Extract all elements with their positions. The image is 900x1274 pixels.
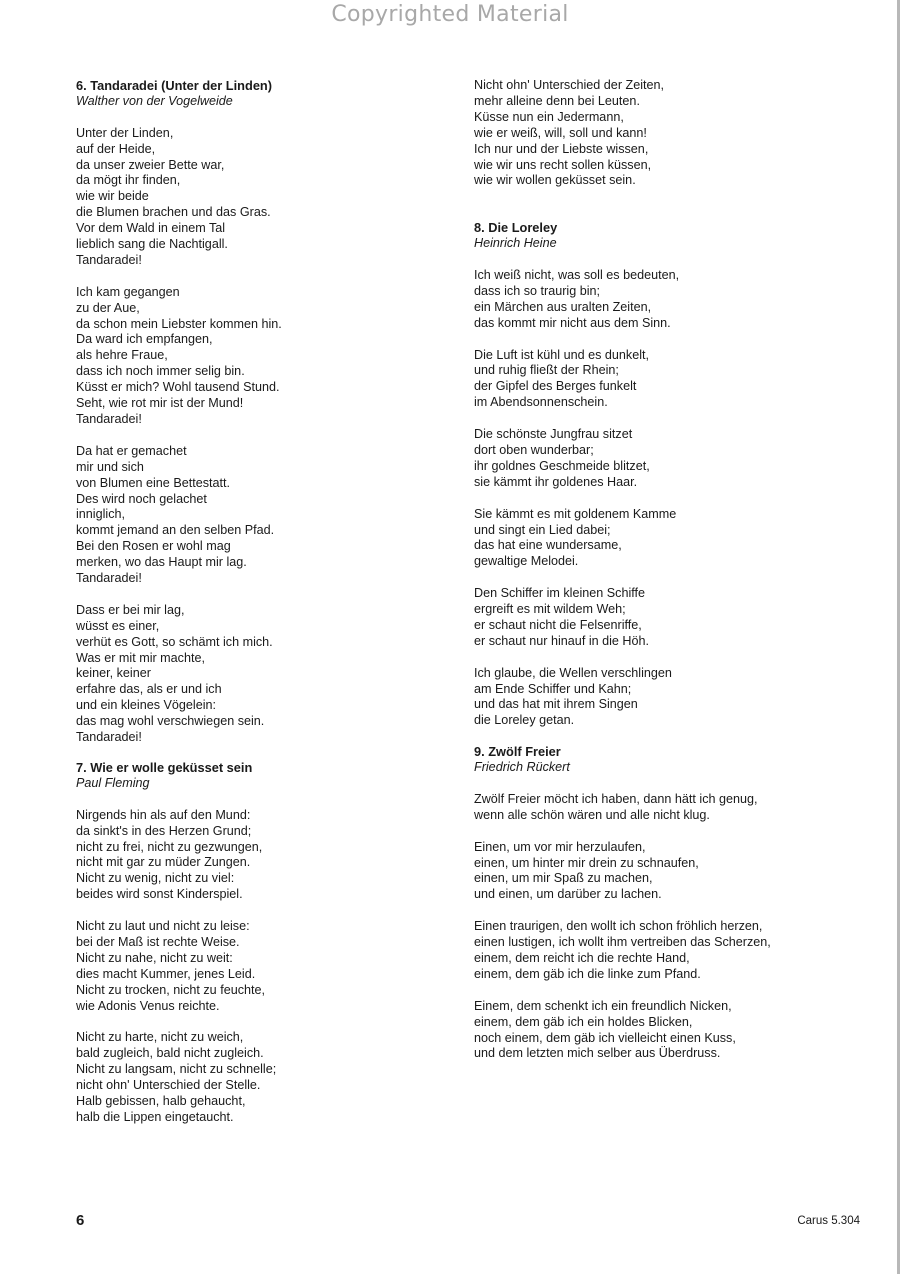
verse-line: wie er weiß, will, soll und kann! xyxy=(474,125,647,140)
verse-line: und das hat mit ihrem Singen xyxy=(474,697,638,712)
verse-line: Nirgends hin als auf den Mund: xyxy=(76,807,251,822)
verse-line: noch einem, dem gäb ich vielleicht einen Kuss, xyxy=(474,1030,736,1045)
poem-author: Walther von der Vogelweide xyxy=(76,93,233,108)
verse-line: Da ward ich empfangen, xyxy=(76,332,213,347)
verse-line: da sinkt's in des Herzen Grund; xyxy=(76,823,252,838)
poem xyxy=(474,744,874,1062)
verse-line: inniglich, xyxy=(76,507,126,522)
verse-line: Tandaradei! xyxy=(76,730,142,745)
verse-line: am Ende Schiffer und Kahn; xyxy=(474,681,632,696)
verse-line: Seht, wie rot mir ist der Mund! xyxy=(76,396,244,411)
verse-line: einen lustigen, ich wollt ihm vertreiben das Scherzen, xyxy=(474,935,771,950)
poem-title: 9. Zwölf Freier xyxy=(474,744,561,760)
verse-line: nicht mit gar zu müder Zungen. xyxy=(76,855,251,870)
verse-line: wie wir uns recht sollen küssen, xyxy=(474,157,652,172)
verse-line: zu der Aue, xyxy=(76,300,140,315)
poem xyxy=(76,760,436,1126)
verse-line: Tandaradei! xyxy=(76,252,142,267)
verse-line: wüsst es einer, xyxy=(76,618,160,633)
verse-line: Einen, um vor mir herzulaufen, xyxy=(474,839,646,854)
stanza xyxy=(474,268,874,332)
verse-line: Den Schiffer im kleinen Schiffe xyxy=(474,586,646,601)
verse-line: da schon mein Liebster kommen hin. xyxy=(76,316,282,331)
stanza xyxy=(474,348,874,412)
verse-line: dort oben wunderbar; xyxy=(474,442,594,457)
verse-line: Einen traurigen, den wollt ich schon fröhlich herzen, xyxy=(474,919,763,934)
verse-line: Des wird noch gelachet xyxy=(76,491,207,506)
verse-line: als hehre Fraue, xyxy=(76,348,168,363)
verse-line: und einen, um darüber zu lachen. xyxy=(474,887,662,902)
verse-line: Nicht ohn' Unterschied der Zeiten, xyxy=(474,78,665,92)
verse-line: Küsst er mich? Wohl tausend Stund. xyxy=(76,380,280,395)
verse-line: von Blumen eine Bettestatt. xyxy=(76,475,231,490)
right-column xyxy=(474,78,874,1078)
stanza xyxy=(474,78,874,189)
verse-line: Ich kam gegangen xyxy=(76,284,180,299)
verse-line: Zwölf Freier möcht ich haben, dann hätt ich genug, xyxy=(474,791,758,806)
stanza xyxy=(76,1030,436,1125)
verse-line: Ich weiß nicht, was soll es bedeuten, xyxy=(474,268,680,283)
verse-line: dass ich so traurig bin; xyxy=(474,283,600,298)
verse-line: und ein kleines Vögelein: xyxy=(76,698,217,713)
stanza xyxy=(474,427,874,491)
poem-title: 6. Tandaradei (Unter der Linden) xyxy=(76,78,273,93)
verse-line: Nicht zu harte, nicht zu weich, xyxy=(76,1030,244,1045)
verse-line: halb die Lippen eingetaucht. xyxy=(76,1109,234,1124)
verse-line: Halb gebissen, halb gehaucht, xyxy=(76,1093,246,1108)
stanza xyxy=(76,603,436,746)
verse-line: kommt jemand an den selben Pfad. xyxy=(76,523,275,538)
verse-line: Ich glaube, die Wellen verschlingen xyxy=(474,665,672,680)
verse-line: Die schönste Jungfrau sitzet xyxy=(474,427,633,442)
stanza xyxy=(474,586,874,650)
stanza xyxy=(474,999,874,1063)
verse-line: lieblich sang die Nachtigall. xyxy=(76,237,228,252)
verse-line: ihr goldnes Geschmeide blitzet, xyxy=(474,458,650,473)
verse-line: einen, um mir Spaß zu machen, xyxy=(474,871,653,886)
stanza xyxy=(76,126,436,269)
verse-line: und ruhig fließt der Rhein; xyxy=(474,363,619,378)
verse-line: da mögt ihr finden, xyxy=(76,173,181,188)
verse-line: nicht zu frei, nicht zu gezwungen, xyxy=(76,839,263,854)
verse-line: die Blumen brachen und das Gras. xyxy=(76,205,271,220)
verse-line: verhüt es Gott, so schämt ich mich. xyxy=(76,634,273,649)
left-column xyxy=(76,78,436,1142)
verse-line: Einem, dem schenkt ich ein freundlich Nicken, xyxy=(474,998,732,1013)
verse-line: Da hat er gemachet xyxy=(76,443,187,458)
verse-line: dies macht Kummer, jenes Leid. xyxy=(76,966,256,981)
verse-line: nicht ohn' Unterschied der Stelle. xyxy=(76,1078,261,1093)
verse-line: Nicht zu nahe, nicht zu weit: xyxy=(76,950,233,965)
poem-title: 8. Die Loreley xyxy=(474,220,558,236)
verse-line: er schaut nicht die Felsenriffe, xyxy=(474,617,642,632)
verse-line: wie wir beide xyxy=(76,189,149,204)
stanza xyxy=(76,808,436,903)
verse-line: Ich nur und der Liebste wissen, xyxy=(474,141,649,156)
verse-line: im Abendsonnenschein. xyxy=(474,395,608,410)
verse-line: das hat eine wundersame, xyxy=(474,538,622,553)
verse-line: die Loreley getan. xyxy=(474,713,575,728)
stanza xyxy=(474,792,874,824)
verse-line: ergreift es mit wildem Weh; xyxy=(474,602,626,617)
verse-line: Nicht zu laut und nicht zu leise: xyxy=(76,919,250,934)
verse-line: Bei den Rosen er wohl mag xyxy=(76,539,231,554)
verse-line: Nicht zu trocken, nicht zu feuchte, xyxy=(76,982,265,997)
verse-line: mehr alleine denn bei Leuten. xyxy=(474,93,640,108)
verse-line: keiner, keiner xyxy=(76,666,151,681)
verse-line: gewaltige Melodei. xyxy=(474,554,579,569)
poem-author: Friedrich Rückert xyxy=(474,760,570,775)
verse-line: wie wir wollen geküsset sein. xyxy=(474,173,636,188)
verse-line: einem, dem reicht ich die rechte Hand, xyxy=(474,950,690,965)
verse-line: das kommt mir nicht aus dem Sinn. xyxy=(474,315,671,330)
verse-line: einen, um hinter mir drein zu schnaufen, xyxy=(474,855,699,870)
verse-line: wenn alle schön wären und alle nicht klug. xyxy=(474,807,710,822)
verse-line: Küsse nun ein Jedermann, xyxy=(474,109,624,124)
verse-line: das mag wohl verschwiegen sein. xyxy=(76,714,265,729)
verse-line: merken, wo das Haupt mir lag. xyxy=(76,555,247,570)
verse-line: wie Adonis Venus reichte. xyxy=(76,998,220,1013)
poem xyxy=(76,78,436,746)
verse-line: dass ich noch immer selig bin. xyxy=(76,364,245,379)
verse-line: Tandaradei! xyxy=(76,571,142,586)
verse-line: einem, dem gäb ich die linke zum Pfand. xyxy=(474,966,701,981)
stanza xyxy=(474,919,874,983)
stanza xyxy=(474,507,874,571)
verse-line: Unter der Linden, xyxy=(76,125,174,140)
poem-author: Paul Fleming xyxy=(76,775,150,790)
verse-line: Die Luft ist kühl und es dunkelt, xyxy=(474,347,650,362)
watermark: Copyrighted Material xyxy=(331,2,569,27)
poem xyxy=(474,220,874,729)
verse-line: bald zugleich, bald nicht zugleich. xyxy=(76,1046,264,1061)
verse-line: bei der Maß ist rechte Weise. xyxy=(76,934,240,949)
verse-line: mir und sich xyxy=(76,459,144,474)
poem-title: 7. Wie er wolle geküsset sein xyxy=(76,760,253,775)
catalog-code: Carus 5.304 xyxy=(797,1215,860,1227)
stanza xyxy=(76,444,436,587)
verse-line: und singt ein Lied dabei; xyxy=(474,522,611,537)
poem-author: Heinrich Heine xyxy=(474,236,557,251)
verse-line: auf der Heide, xyxy=(76,141,156,156)
verse-line: Nicht zu wenig, nicht zu viel: xyxy=(76,871,235,886)
verse-line: er schaut nur hinauf in die Höh. xyxy=(474,633,650,648)
verse-line: einem, dem gäb ich ein holdes Blicken, xyxy=(474,1014,693,1029)
poem xyxy=(474,78,874,189)
stanza xyxy=(474,666,874,730)
verse-line: Tandaradei! xyxy=(76,412,142,426)
verse-line: Sie kämmt es mit goldenem Kamme xyxy=(474,506,677,521)
verse-line: Was er mit mir machte, xyxy=(76,650,205,665)
verse-line: sie kämmt ihr goldenes Haar. xyxy=(474,474,638,489)
verse-line: und dem letzten mich selber aus Überdruss. xyxy=(474,1046,721,1061)
verse-line: beides wird sonst Kinderspiel. xyxy=(76,887,243,902)
stanza xyxy=(474,840,874,904)
verse-line: ein Märchen aus uralten Zeiten, xyxy=(474,299,652,314)
stanza xyxy=(76,285,436,428)
verse-line: Dass er bei mir lag, xyxy=(76,602,185,617)
page-number: 6 xyxy=(76,1212,85,1229)
verse-line: der Gipfel des Berges funkelt xyxy=(474,379,637,394)
verse-line: da unser zweier Bette war, xyxy=(76,157,225,172)
verse-line: Vor dem Wald in einem Tal xyxy=(76,221,226,236)
stanza xyxy=(76,919,436,1014)
verse-line: erfahre das, als er und ich xyxy=(76,682,222,697)
verse-line: Nicht zu langsam, nicht zu schnelle; xyxy=(76,1062,277,1077)
